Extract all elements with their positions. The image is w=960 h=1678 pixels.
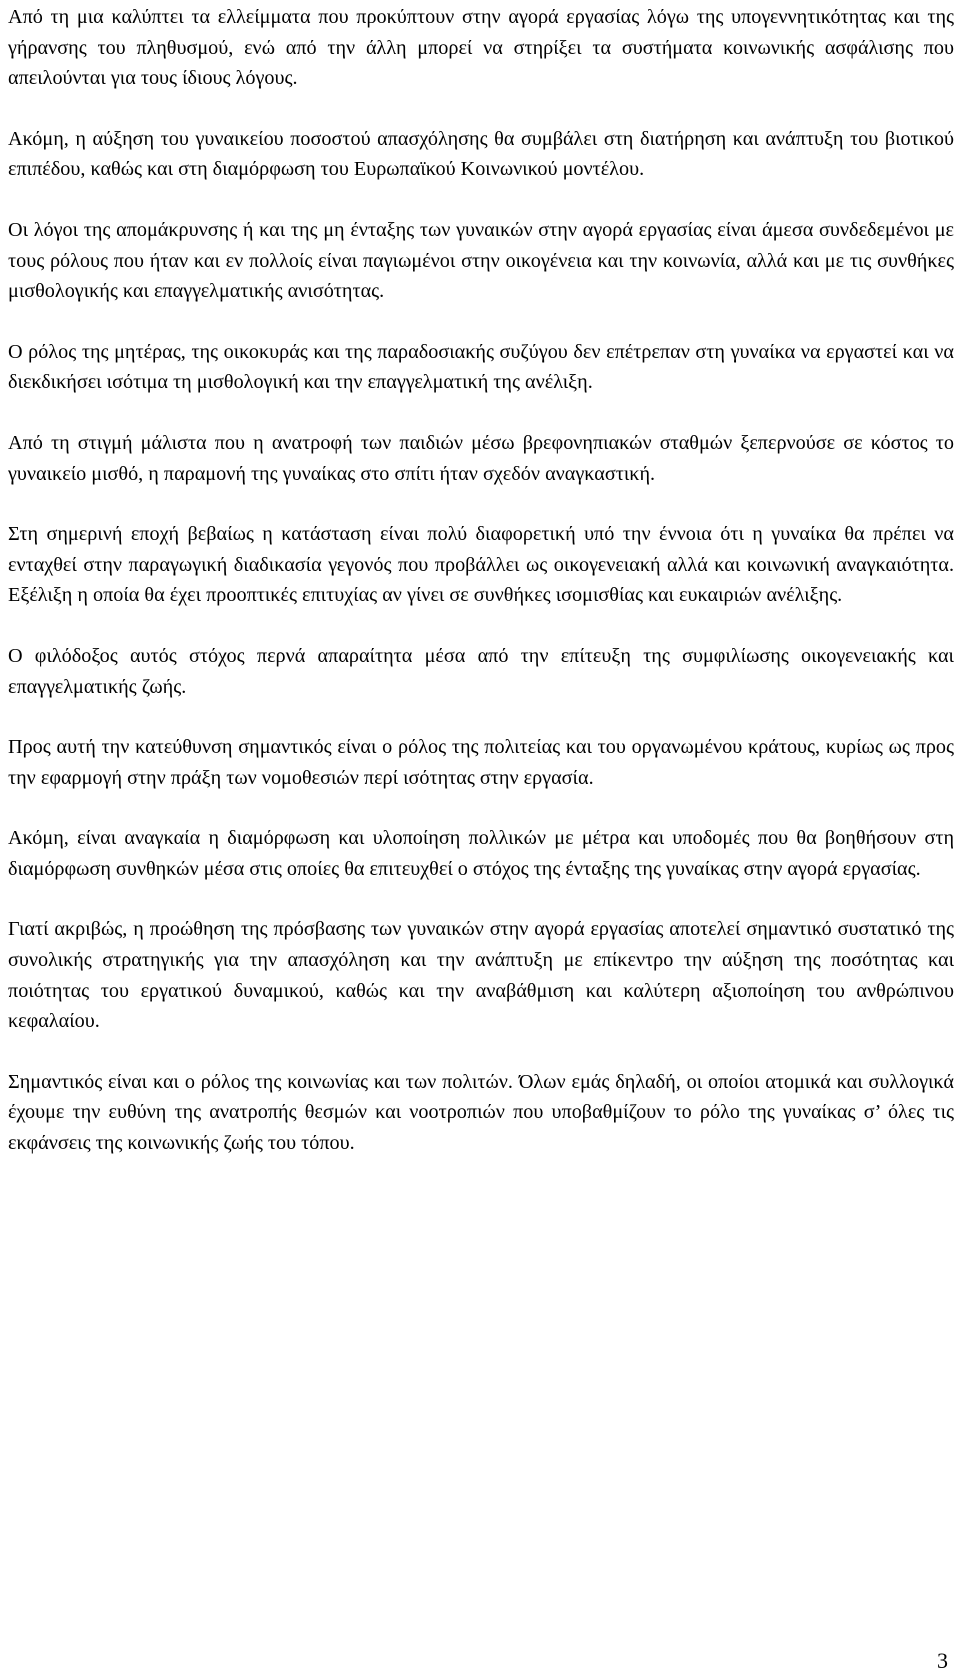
paragraph-2: Ακόμη, η αύξηση του γυναικείου ποσοστού απασχόλησης θα συμβάλει στη διατήρηση και ανάπτυξη του βιοτικού επιπέδου, καθώς και στη διαμόρφωση του Ευρωπαϊκού Κοινωνικού μοντέλου.	[8, 127, 954, 181]
paragraph-6: Στη σημερινή εποχή βεβαίως η κατάσταση είναι πολύ διαφορετική υπό την έννοια ότι η γυναίκα θα πρέπει να ενταχθεί στην παραγωγική διαδικασία γεγονός που προβάλλει ως οικογενειακή αλλά και κοινωνική αναγκαιότητα. Εξέλιξη η οποία θα έχει προοπτικές επιτυχίας αν γίνει σε συνθήκες ισομισθίας και ευκαιριών ανέλιξης.	[8, 523, 954, 607]
body-text	[8, 2, 954, 1189]
paragraph-1: Από τη μια καλύπτει τα ελλείμματα που προκύπτουν στην αγορά εργασίας λόγω της υπογεννητικότητας και της γήρανσης του πληθυσμού, ενώ από την άλλη μπορεί να στηρίξει τα συστήματα κοινωνικής ασφάλισης που απειλούνται για τους ίδιους λόγους.	[8, 6, 954, 90]
paragraph-4: Ο ρόλος της μητέρας, της οικοκυράς και της παραδοσιακής συζύγου δεν επέτρεπαν στη γυναίκα να εργαστεί και να διεκδικήσει ισότιμα τη μισθολογική και την επαγγελματική της ανέλιξη.	[8, 340, 954, 394]
paragraph-5: Από τη στιγμή μάλιστα που η ανατροφή των παιδιών μέσω βρεφονηπιακών σταθμών ξεπερνούσε σε κόστος το γυναικείο μισθό, η παραμονή της γυναίκας στο σπίτι ήταν σχεδόν αναγκαστική.	[8, 431, 954, 485]
page-number: 3	[937, 1648, 948, 1673]
paragraph-7: Ο φιλόδοξος αυτός στόχος περνά απαραίτητα μέσα από την επίτευξη της συμφιλίωσης οικογενειακής και επαγγελματικής ζωής.	[8, 644, 954, 698]
paragraph-3: Οι λόγοι της απομάκρυνσης ή και της μη ένταξης των γυναικών στην αγορά εργασίας είναι άμεσα συνδεδεμένοι με τους ρόλους που ήταν και εν πολλοίς είναι παγιωμένοι στην οικογένεια και την κοινωνία, αλλά και με τις συνθήκες μισθολογικής και επαγγελματικής ανισότητας.	[8, 218, 954, 303]
paragraph-9: Ακόμη, είναι αναγκαία η διαμόρφωση και υλοποίηση πολλικών με μέτρα και υποδομές που θα βοηθήσουν στη διαμόρφωση συνθηκών μέσα στις οποίες θα επιτευχθεί ο στόχος της ένταξης της γυναίκας στην αγορά εργασίας.	[8, 827, 954, 880]
paragraph-11: Σημαντικός είναι και ο ρόλος της κοινωνίας και των πολιτών. Όλων εμάς δηλαδή, οι οποίοι ατομικά και συλλογικά έχουμε την ευθύνη της ανατροπής θεσμών και νοοτροπιών που υποβαθμίζουν το ρόλο της γυναίκας σ’ όλες τις εκφάνσεις της κοινωνικής ζωής του τόπου.	[8, 1070, 954, 1155]
paragraph-8: Προς αυτή την κατεύθυνση σημαντικός είναι ο ρόλος της πολιτείας και του οργανωμένου κράτους, κυρίως ως προς την εφαρμογή στην πράξη των νομοθεσιών περί ισότητας στην εργασία.	[8, 736, 954, 789]
paragraph-10: Γιατί ακριβώς, η προώθηση της πρόσβασης των γυναικών στην αγορά εργασίας αποτελεί σημαντικό συστατικό της συνολικής στρατηγικής για την απασχόληση και την ανάπτυξη με επίκεντρο την αύξηση της ποσότητας και ποιότητας του εργατικού δυναμικού, καθώς και την αναβάθμιση και καλύτερη αξιοποίηση του ανθρώπινου κεφαλαίου.	[8, 918, 954, 1033]
